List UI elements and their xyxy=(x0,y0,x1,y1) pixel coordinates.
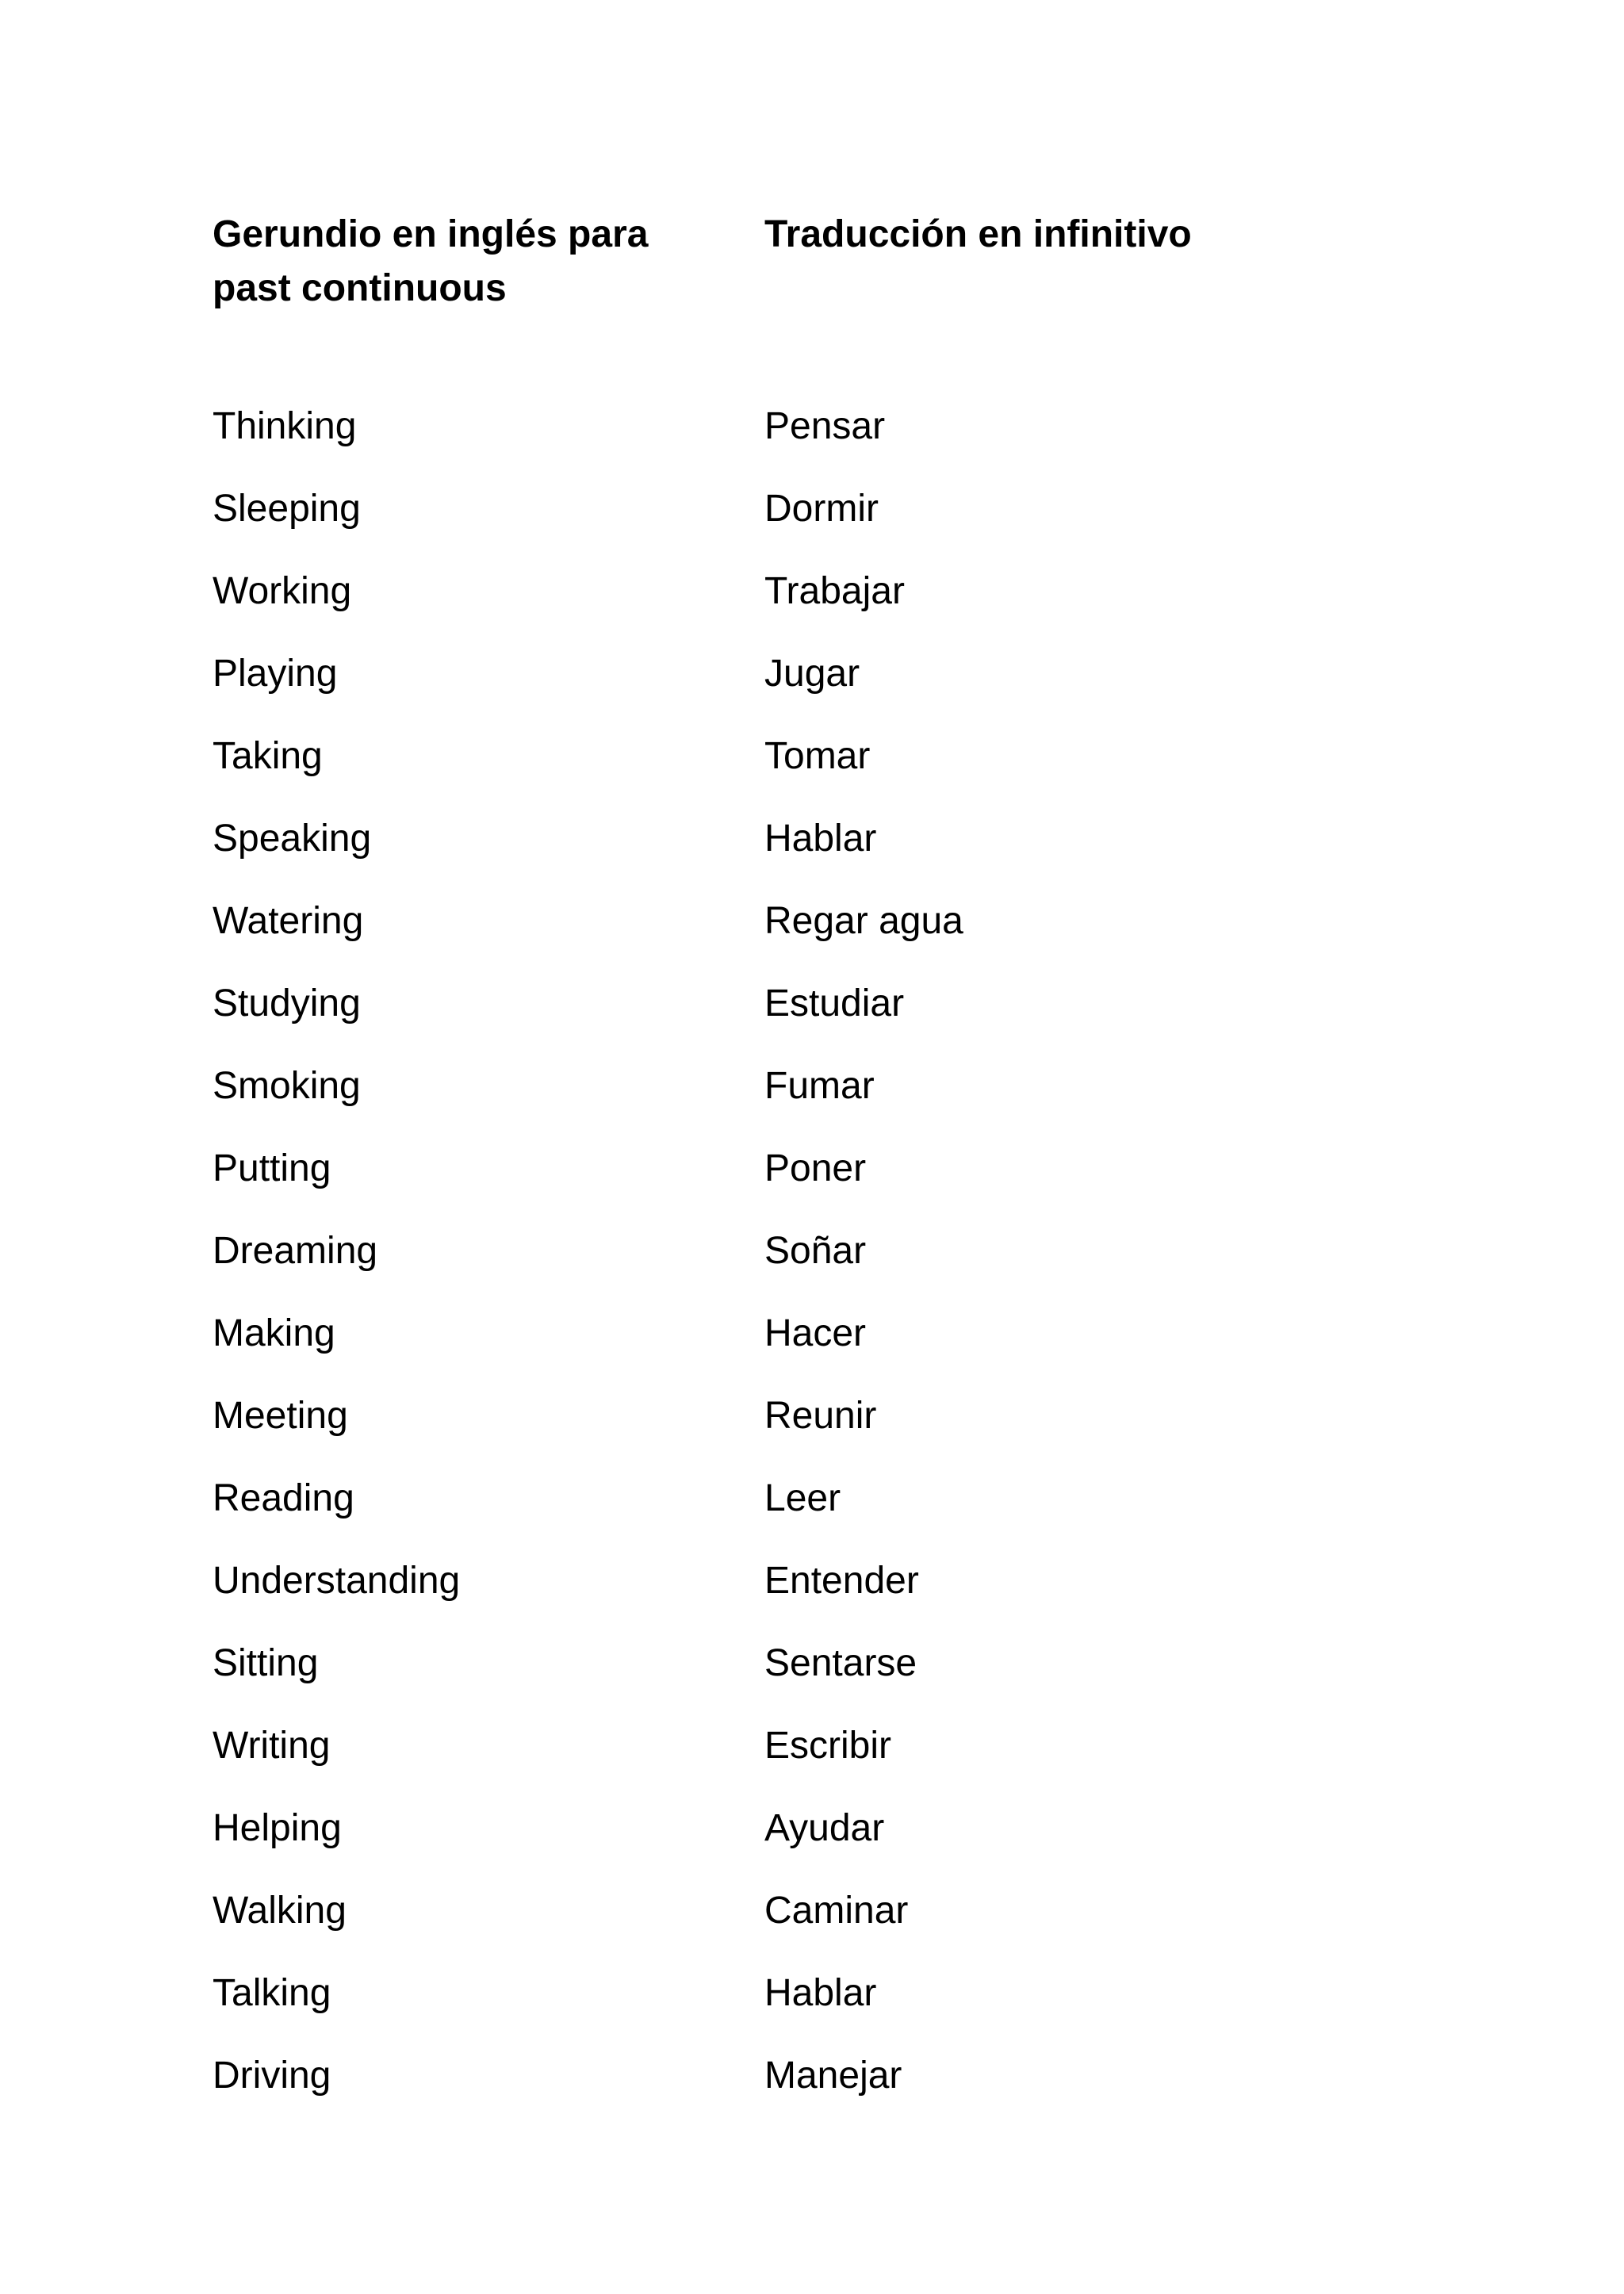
table-row xyxy=(213,1045,1481,1128)
table-header xyxy=(213,208,1481,316)
spanish-infinitive-cell: Estudiar xyxy=(764,982,905,1024)
spanish-infinitive-cell: Trabajar xyxy=(764,570,905,612)
spanish-infinitive-cell: Hablar xyxy=(764,818,877,860)
table-row xyxy=(213,633,1481,715)
spanish-infinitive-cell: Fumar xyxy=(764,1065,875,1107)
table-row xyxy=(213,2035,1481,2117)
english-gerund-cell: Making xyxy=(213,1312,335,1354)
spanish-infinitive-cell: Sentarse xyxy=(764,1642,917,1684)
vocabulary-table xyxy=(213,385,1481,2117)
spanish-infinitive-cell: Dormir xyxy=(764,488,879,530)
english-gerund-cell: Thinking xyxy=(213,405,357,447)
spanish-infinitive-cell: Hacer xyxy=(764,1312,867,1354)
table-row xyxy=(213,385,1481,468)
spanish-infinitive-cell: Pensar xyxy=(764,405,886,447)
spanish-infinitive-cell: Hablar xyxy=(764,1972,877,2014)
table-row xyxy=(213,1375,1481,1457)
english-gerund-cell: Meeting xyxy=(213,1395,348,1437)
english-gerund-cell: Working xyxy=(213,570,352,612)
english-gerund-cell: Reading xyxy=(213,1477,354,1519)
english-gerund-cell: Sleeping xyxy=(213,488,361,530)
table-row xyxy=(213,880,1481,963)
english-gerund-cell: Playing xyxy=(213,653,338,695)
english-gerund-cell: Putting xyxy=(213,1147,331,1189)
spanish-infinitive-cell: Reunir xyxy=(764,1395,877,1437)
spanish-infinitive-cell: Ayudar xyxy=(764,1807,885,1849)
spanish-infinitive-cell: Caminar xyxy=(764,1890,909,1932)
english-gerund-cell: Talking xyxy=(213,1972,331,2014)
spanish-infinitive-cell: Poner xyxy=(764,1147,867,1189)
header-spanish-infinitive: Traducción en infinitivo xyxy=(764,213,1192,255)
table-row xyxy=(213,1540,1481,1622)
english-gerund-cell: Walking xyxy=(213,1890,347,1932)
table-row xyxy=(213,1210,1481,1293)
table-row xyxy=(213,468,1481,550)
table-row xyxy=(213,1870,1481,1952)
spanish-infinitive-cell: Manejar xyxy=(764,2055,902,2097)
table-row xyxy=(213,1293,1481,1375)
spanish-infinitive-cell: Escribir xyxy=(764,1725,892,1767)
table-row xyxy=(213,1622,1481,1705)
spanish-infinitive-cell: Tomar xyxy=(764,735,871,777)
english-gerund-cell: Understanding xyxy=(213,1560,461,1602)
english-gerund-cell: Dreaming xyxy=(213,1230,378,1272)
header-english-gerund: Gerundio en inglés para past continuous xyxy=(213,213,649,309)
table-row xyxy=(213,715,1481,798)
english-gerund-cell: Taking xyxy=(213,735,323,777)
spanish-infinitive-cell: Regar agua xyxy=(764,900,963,942)
english-gerund-cell: Watering xyxy=(213,900,364,942)
table-row xyxy=(213,1787,1481,1870)
spanish-infinitive-cell: Leer xyxy=(764,1477,841,1519)
english-gerund-cell: Studying xyxy=(213,982,361,1024)
english-gerund-cell: Driving xyxy=(213,2055,331,2097)
english-gerund-cell: Writing xyxy=(213,1725,331,1767)
table-row xyxy=(213,550,1481,633)
table-row xyxy=(213,1952,1481,2035)
table-row xyxy=(213,1128,1481,1210)
spanish-infinitive-cell: Entender xyxy=(764,1560,919,1602)
english-gerund-cell: Helping xyxy=(213,1807,342,1849)
english-gerund-cell: Smoking xyxy=(213,1065,361,1107)
table-row xyxy=(213,1457,1481,1540)
table-row xyxy=(213,798,1481,880)
english-gerund-cell: Sitting xyxy=(213,1642,319,1684)
table-row xyxy=(213,963,1481,1045)
spanish-infinitive-cell: Soñar xyxy=(764,1230,867,1272)
spanish-infinitive-cell: Jugar xyxy=(764,653,860,695)
english-gerund-cell: Speaking xyxy=(213,818,372,860)
table-row xyxy=(213,1705,1481,1787)
